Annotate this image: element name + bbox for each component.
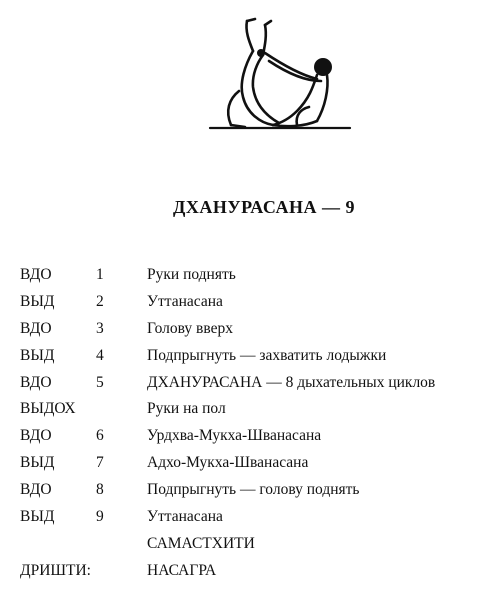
step-row <box>0 396 498 423</box>
page-title: ДХАНУРАСАНА — 9 <box>173 197 355 217</box>
step-list <box>0 262 498 585</box>
dhanurasana-pose-illustration <box>205 15 355 135</box>
step-number: 5 <box>96 373 104 391</box>
step-text: Подпрыгнуть — захватить лодыжки <box>147 346 387 364</box>
step-number: 6 <box>96 427 104 445</box>
step-phase: ВДО <box>20 427 52 445</box>
step-phase: ВДО <box>20 481 52 499</box>
step-row <box>0 531 498 558</box>
step-phase: ВЫДОХ <box>20 400 76 418</box>
step-number: 2 <box>96 292 104 310</box>
step-number: 1 <box>96 266 104 283</box>
step-number: 9 <box>96 508 104 526</box>
step-row <box>0 450 498 477</box>
step-number: 7 <box>96 454 104 472</box>
step-text: Урдхва-Мукха-Шванасана <box>147 427 322 445</box>
step-text: Адхо-Мукха-Шванасана <box>147 454 309 472</box>
step-row <box>0 262 498 289</box>
step-text: Подпрыгнуть — голову поднять <box>147 481 360 499</box>
step-text: Руки поднять <box>147 266 236 283</box>
step-phase: ВДО <box>20 266 52 283</box>
step-row <box>0 343 498 370</box>
step-row <box>0 289 498 316</box>
step-text: Уттанасана <box>147 508 223 526</box>
step-number: 3 <box>96 319 104 337</box>
step-number: 8 <box>96 481 104 499</box>
step-phase: ВДО <box>20 319 52 337</box>
step-text: Голову вверх <box>147 319 233 337</box>
drishti-row <box>0 558 498 585</box>
step-row <box>0 370 498 397</box>
step-phase: ВЫД <box>20 292 55 310</box>
step-phase: ВЫД <box>20 508 55 526</box>
step-phase: ВЫД <box>20 454 55 472</box>
step-row <box>0 477 498 504</box>
step-row <box>0 504 498 531</box>
step-row <box>0 316 498 343</box>
step-text: Руки на пол <box>147 400 226 418</box>
step-phase: ВДО <box>20 373 52 391</box>
step-text: Уттанасана <box>147 292 223 310</box>
drishti-label: ДРИШТИ: <box>20 561 91 579</box>
drishti-value: НАСАГРА <box>147 561 217 579</box>
step-number: 4 <box>96 346 104 364</box>
step-row <box>0 423 498 450</box>
step-text: ДХАНУРАСАНА — 8 дыхательных циклов <box>147 373 436 391</box>
step-phase: ВЫД <box>20 346 55 364</box>
step-text: САМАСТХИТИ <box>147 534 255 552</box>
